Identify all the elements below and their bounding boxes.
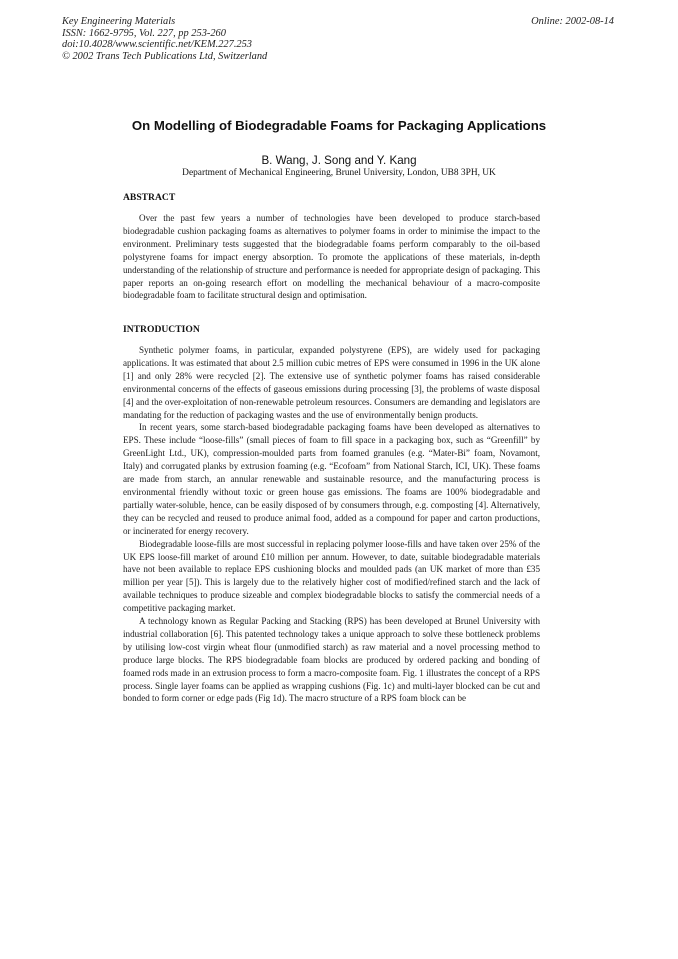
introduction-paragraph-1: Synthetic polymer foams, in particular, expanded polystyrene (EPS), are widely used for packaging applications. It was estimated that about 2.5 million cubic metres of EPS were consumed in 1996 in the UK alone [1] and only 28% were recycled [2]. The extensive use of synthetic polymer foams has raised considerable environmental concerns of the effects of gaseous emissions during processing [3], the problems of waste disposal [4] and the over-exploitation of non-renewable petroleum resources. Consumers are demanding and legislators are mandating for the reduction of packaging wastes and the use of environmentally benign products. [123,345,540,420]
paper-authors: B. Wang, J. Song and Y. Kang [261,154,417,167]
online-date: Online: 2002-08-14 [531,16,614,27]
abstract-paragraph: Over the past few years a number of technologies have been developed to produce starch-based biodegradable cushion packaging foams as alternatives to polymer foams in order to minimise the impact to the environment. Preliminary tests suggested that the biodegradable foams perform comparably to the oil-based polystyrene foams for impact energy absorption. To promote the applications of these materials, in-depth understanding of the relationship of structure and performance is needed for appropriate design of packaging. This paper reports an on-going research effort on modelling the mechanical behaviour of a macro-composite biodegradable foam to facilitate structural design and optimisation. [123,213,540,301]
introduction-body [123,344,540,705]
paper-affiliation: Department of Mechanical Engineering, Brunel University, London, UB8 3PH, UK [182,168,496,178]
introduction-paragraph-2: In recent years, some starch-based biodegradable packaging foams have been developed as alternatives to EPS. These include “loose-fills” (small pieces of foam to fill space in a packaging box, such as “Greenfill” by GreenLight Ltd., UK), compression-moulded parts from foamed granules (e.g. “Mater-Bi” foam, Novamont, Italy) and corrugated planks by extrusion foaming (e.g. “Ecofoam” from National Starch, ICI, UK). These foams are made from starch, an annular renewable and sustainable resource, and the manufacturing process is environmental friendly without toxic or green house gas emissions. The foams are 100% biodegradable and partially water-soluble, hence, can be easily disposed of by consumers through, e.g. composting [4]. Alternatively, they can be recycled and reused to produce animal food, added as a compound for paper and carton productions, or incinerated for energy recovery. [123,422,540,536]
issn-line: ISSN: 1662-9795, Vol. 227, pp 253-260 [62,27,226,39]
journal-name: Key Engineering Materials [62,16,176,27]
paper-title: On Modelling of Biodegradable Foams for Packaging Applications [131,118,547,133]
abstract-body [123,212,540,302]
copyright-line: © 2002 Trans Tech Publications Ltd, Switzerland [62,50,268,62]
introduction-heading: INTRODUCTION [123,324,200,335]
journal-info-block [62,16,267,62]
doi-line: doi:10.4028/www.scientific.net/KEM.227.253 [62,39,252,51]
introduction-paragraph-4: A technology known as Regular Packing and Stacking (RPS) has been developed at Brunel University with industrial collaboration [6]. This patented technology takes a unique approach to solve these bottleneck problems by utilising low-cost virgin wheat flour (unmodified starch) as raw material and a novel processing method to produce large blocks. The RPS biodegradable foam blocks are produced by ordered packing and bonding of foamed rods made in an extrusion process to form a macro-composite foam. Fig. 1 illustrates the concept of a RPS process. Single layer foams can be applied as wrapping cushions (Fig. 1c) and multi-layer blocked can be cut and bonded to form corner or edge pads (Fig 1d). The macro structure of a RPS foam block can be [123,616,540,704]
introduction-paragraph-3: Biodegradable loose-fills are most successful in replacing polymer loose-fills and have taken over 25% of the UK EPS loose-fill market of around £10 million per annum. However, to date, suitable biodegradable materials have not been available to replace EPS cushioning blocks and moulded pads (an UK market of more than £35 million per year [5]). This is largely due to the relatively higher cost of modified/refined starch and the lack of available techniques to produce sizeable and complex biodegradable blocks to satisfy the commercial needs of a competitive packaging market. [123,538,540,614]
abstract-heading: ABSTRACT [123,192,176,203]
